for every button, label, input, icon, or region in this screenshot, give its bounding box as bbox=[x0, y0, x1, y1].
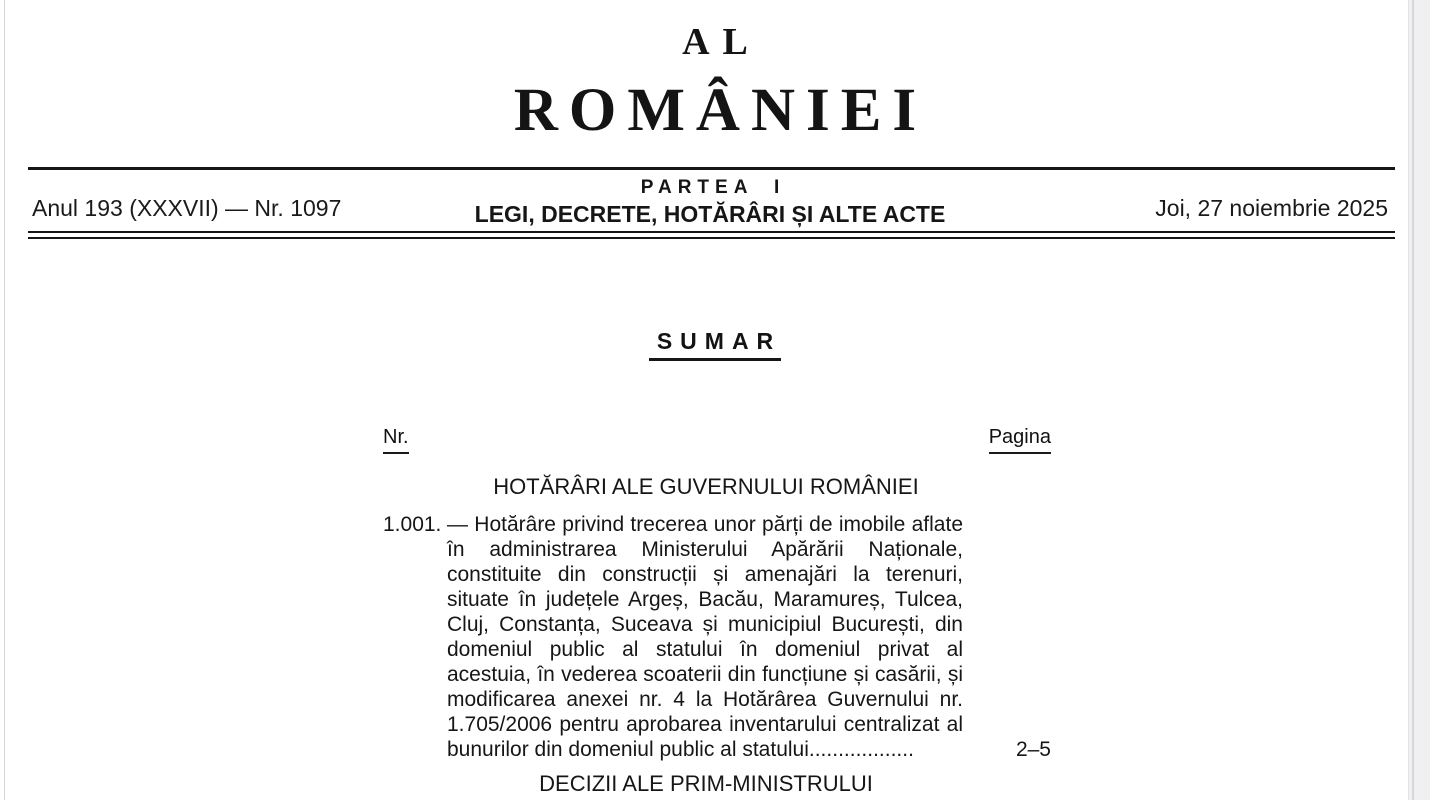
part-label: PARTEA I bbox=[640, 177, 786, 198]
masthead-line-romaniei: ROMÂNIEI bbox=[513, 77, 928, 144]
summary-title-wrap bbox=[0, 328, 1430, 361]
toc-entry bbox=[383, 512, 1051, 762]
entry-description: — Hotărâre privind trecerea unor părți de imobile aflate în administrarea Ministerului Apărării Naționale, constituite din construcții și amenajări la terenuri, situate în județele Argeș, Bacău, Maramureș, Tulcea, Cluj, Constanța, Suceava și municipiul București, din domeniul public al statului în domeniul privat al acestuia, în vederea scoaterii din funcțiune și casării, și modificarea anexei nr. 4 la Hotărârea Guvernului nr. 1.705/2006 pentru aprobarea inventarului centralizat al bunurilor din domeniul public al statului bbox=[447, 513, 963, 761]
scrollbar-track-line bbox=[1412, 0, 1414, 800]
issue-number: Anul 193 (XXXVII) — Nr. 1097 bbox=[32, 195, 342, 221]
column-header-pagina: Pagina bbox=[989, 426, 1051, 454]
header-center bbox=[355, 177, 1065, 228]
entry-text bbox=[447, 512, 963, 762]
entry-number: 1.001. bbox=[383, 513, 442, 536]
toc-column-headers bbox=[383, 426, 1051, 453]
dots-leader: .................. bbox=[808, 738, 914, 761]
column-header-nr: Nr. bbox=[383, 426, 409, 454]
scrollbar-track[interactable] bbox=[1408, 0, 1430, 800]
section-heading-hotarari: HOTĂRÂRI ALE GUVERNULUI ROMÂNIEI bbox=[493, 474, 919, 499]
header-rule-top bbox=[28, 167, 1395, 170]
issue-date: Joi, 27 noiembrie 2025 bbox=[1155, 195, 1388, 221]
section-heading-decizii: DECIZII ALE PRIM-MINISTRULUI bbox=[539, 771, 873, 796]
part-subtitle: LEGI, DECRETE, HOTĂRÂRI ȘI ALTE ACTE bbox=[474, 201, 946, 227]
table-of-contents bbox=[383, 426, 1051, 797]
masthead-line-al: AL bbox=[682, 21, 761, 63]
header-rule-bottom bbox=[28, 231, 1395, 239]
summary-title: SUMAR bbox=[649, 328, 781, 361]
entry-page-range: 2–5 bbox=[1015, 738, 1051, 761]
